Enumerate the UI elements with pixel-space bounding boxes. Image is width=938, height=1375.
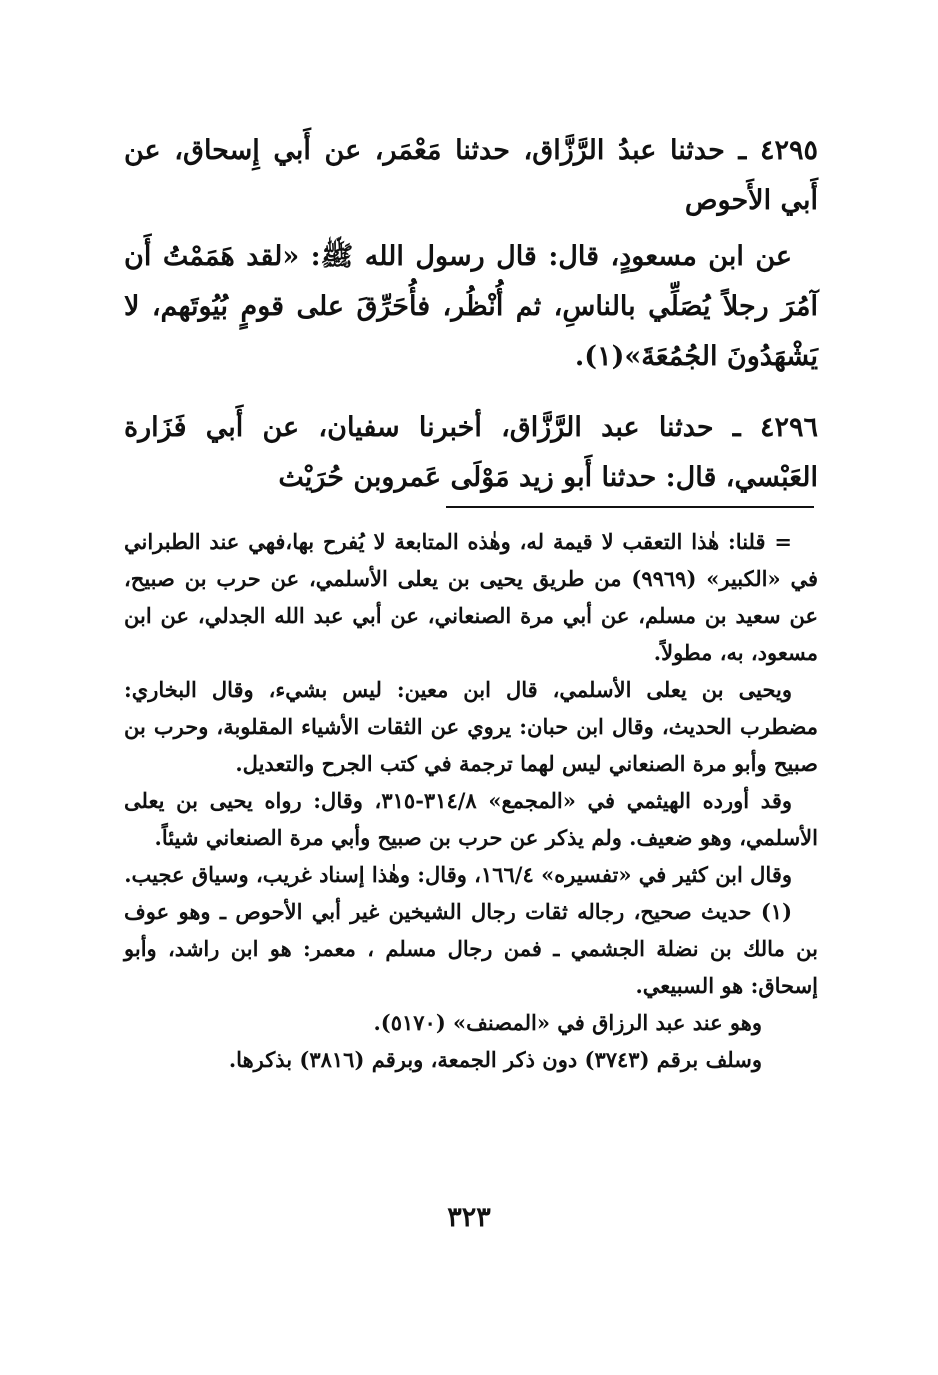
hadith-number: ٤٢٩٦ — [759, 412, 818, 443]
isnad-text: ـ حدثنا عبدُ الرَّزَّاق، حدثنا مَعْمَر، عن أَبي إِسحاق، عن أَبي الأَحوص — [124, 135, 818, 216]
hadith-4295-isnad — [124, 126, 818, 226]
footnote-paragraph: وقد أورده الهيثمي في «المجمع» ٣١٤/٨-٣١٥، وقال: رواه يحيى بن يعلى الأسلمي، وهو ضعيف. ولم يذكر عن حرب بن صبيح وأبي مرة الصنعاني شيئاً. — [124, 788, 818, 850]
page-number: ٣٢٣ — [447, 1202, 491, 1233]
footnote-1-source: وهو عند عبد الرزاق في «المصنف» (٥١٧٠). — [373, 1010, 762, 1035]
footnotes — [124, 523, 818, 1078]
footnote-1-cross-reference: وسلف برقم (٣٧٤٣) دون ذكر الجمعة، وبرقم (٣٨١٦) بذكرها. — [228, 1047, 762, 1072]
hadith-number: ٤٢٩٥ — [759, 135, 818, 166]
isnad-text: ـ حدثنا عبد الرَّزَّاق، أخبرنا سفيان، عن أَبي فَزَارة العَبْسي، قال: حدثنا أَبو زيد مَوْلَى عَمروبن حُرَيْث — [124, 412, 818, 493]
footnote-paragraph: ويحيى بن يعلى الأسلمي، قال ابن معين: ليس بشيء، وقال البخاري: مضطرب الحديث، وقال ابن حبان: يروي عن الثقات الأشياء المقلوبة، وحرب بن صبيح وأبو مرة الصنعاني ليس لهما ترجمة في كتب الجرح والتعديل. — [124, 677, 818, 776]
hadith-4295-isnad-paragraph — [124, 126, 818, 226]
footnote-divider — [446, 506, 814, 508]
hadith-4296-isnad-paragraph — [124, 403, 818, 503]
hadith-4295-matn — [124, 232, 818, 382]
footnote-paragraph: وقال ابن كثير في «تفسيره» ١٦٦/٤، وقال: وهٰذا إسناد غريب، وسياق عجيب. — [124, 862, 792, 887]
footnote-1: (١) حديث صحيح، رجاله ثقات رجال الشيخين غير أبي الأحوص ـ وهو عوف بن مالك بن نضلة الجشمي ـ فمن رجال مسلم ، معمر: هو ابن راشد، وأبو إسحاق: هو السبيعي. — [124, 899, 818, 998]
hadith-4296-isnad — [124, 403, 818, 503]
matn-text: عن ابن مسعودٍ، قال: قال رسول الله ﷺ: «لقد هَمَمْتُ أَن آمُرَ رجلاً يُصَلِّي بالناسِ، ثم أُنْظُر، فأُحَرِّقَ على قومٍ بُيُوتَهم، لا يَشْهَدُونَ الجُمُعَةَ»(١). — [124, 241, 818, 372]
footnote-continuation: = قلنا: هٰذا التعقب لا قيمة له، وهٰذه المتابعة لا يُفرح بها،فهي عند الطبراني في «الكبير» (٩٩٦٩) من طريق يحيى بن يعلى الأسلمي، عن حرب بن صبيح، عن سعيد بن مسلم، عن أبي مرة الصنعاني، عن أبي عبد الله الجدلي، عن ابن مسعود، به، مطولاً. — [124, 529, 818, 665]
